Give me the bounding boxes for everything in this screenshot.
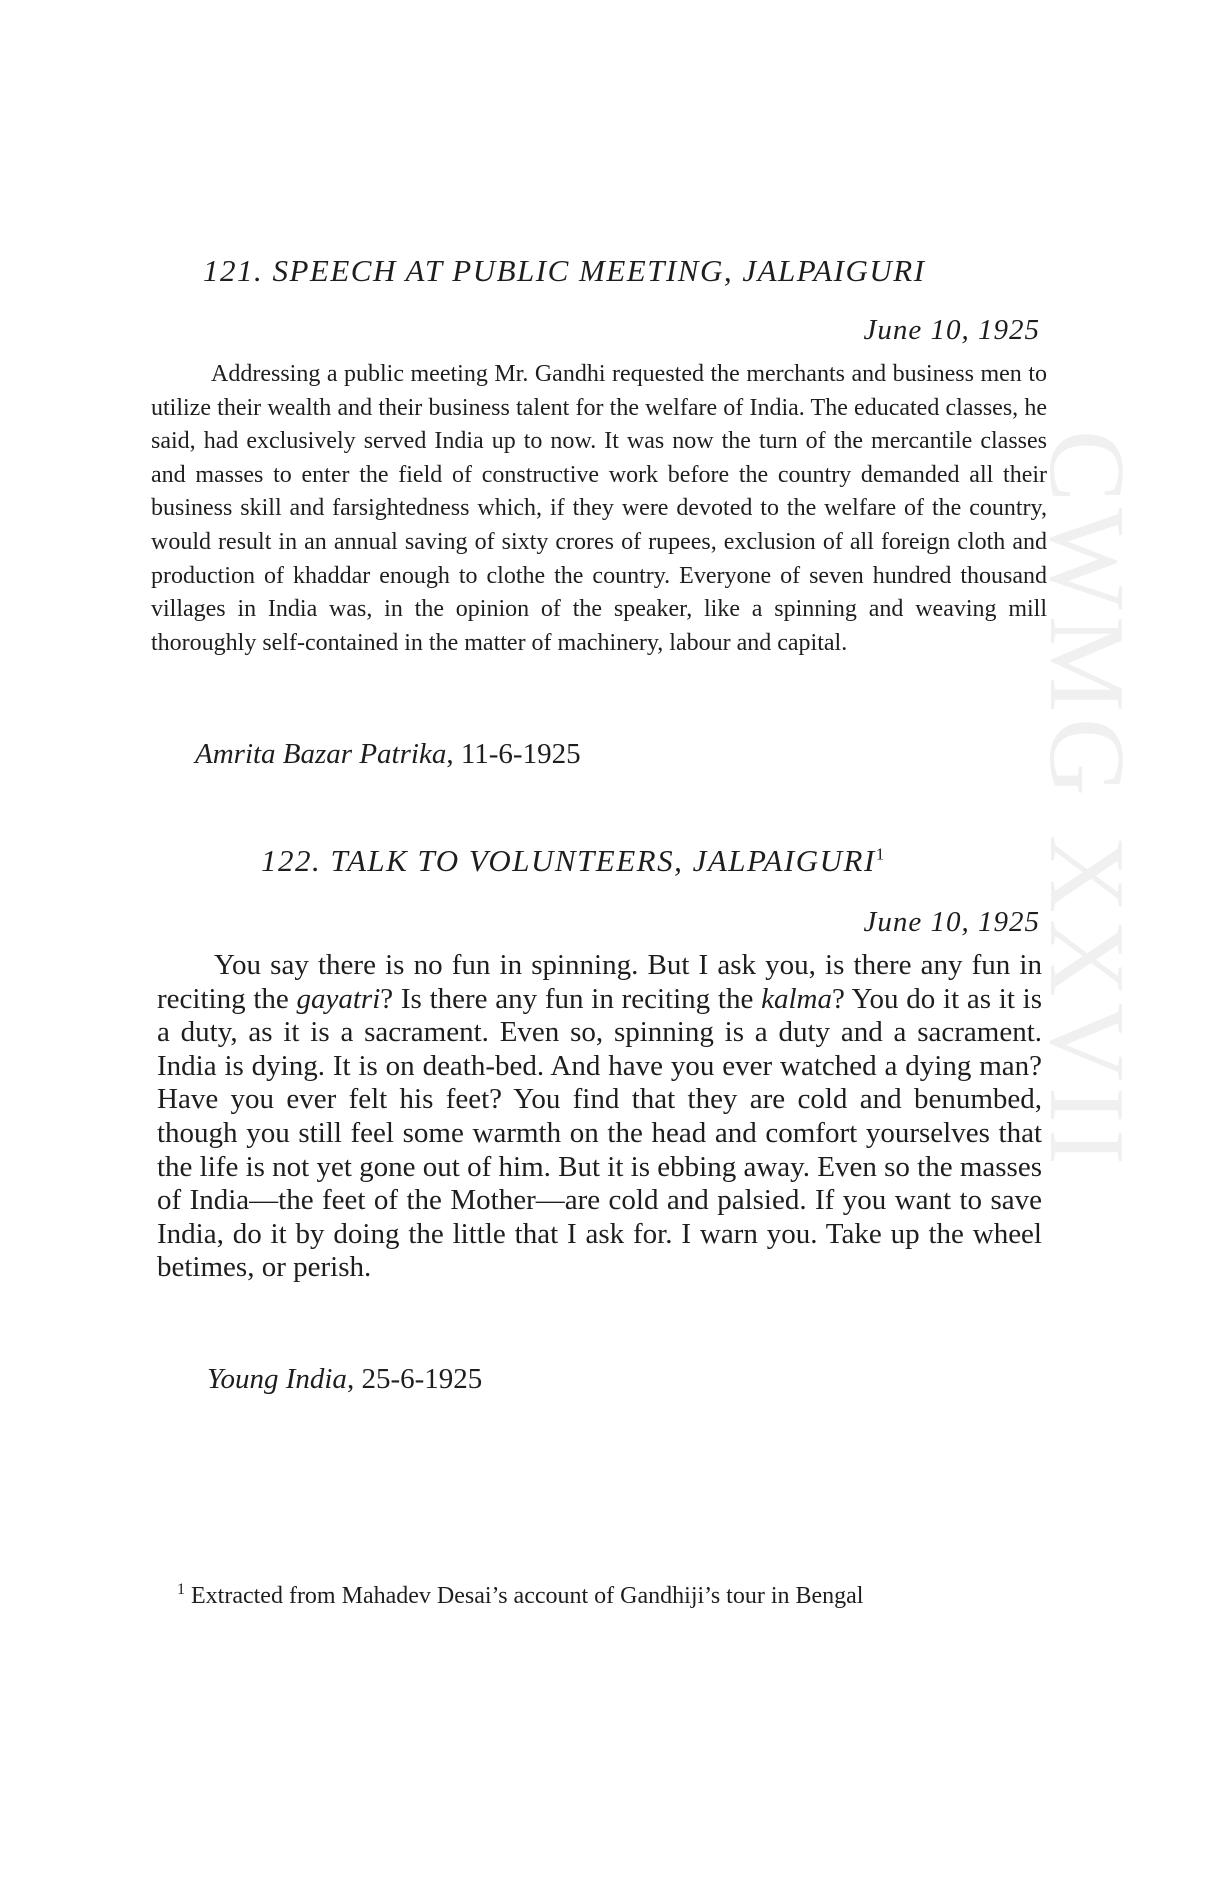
section-body-121 [151, 358, 1047, 660]
section-body-122 [157, 949, 1042, 1285]
section-title-121: 121. SPEECH AT PUBLIC MEETING, JALPAIGURI [203, 253, 926, 288]
body-italic-term: gayatri [296, 982, 381, 1015]
source-citation-121 [195, 738, 581, 771]
footnote-mark: 1 [177, 1581, 185, 1598]
title-text: 122. TALK TO VOLUNTEERS, JALPAIGURI [261, 843, 876, 878]
section-date-121: June 10, 1925 [863, 314, 1040, 346]
section-date-122: June 10, 1925 [863, 906, 1040, 938]
source-date: , 11-6-1925 [446, 738, 581, 770]
watermark: CWMG XXVII [1027, 430, 1146, 1171]
footnote-text: Extracted from Mahadev Desai’s account of Gandhiji’s tour in Bengal [185, 1583, 864, 1609]
body-text: ? You do it as it is a duty, as it is a sacrament. Even so, spinning is a duty and a sacrament. India is dying. It is on death-bed. And have you ever watched a dying man? Have you ever felt his feet? You find that they are cold and benumbed, though you still feel some warmth on the head and comfort yourselves that the life is not yet gone out of him. But it is ebbing away. Even so the masses of India—the feet of the Mother—are cold and palsied. If you want to save India, do it by doing the little that I ask for. I warn you. Take up the wheel betimes, or perish. [157, 982, 1042, 1284]
footnote-ref: 1 [875, 844, 885, 864]
footnote [177, 1581, 863, 1610]
source-title: Amrita Bazar Patrika [195, 738, 447, 770]
source-title: Young India [207, 1363, 347, 1395]
body-text: Addressing a public meeting Mr. Gandhi requested the merchants and business men to utilize their wealth and their business talent for the welfare of India. The educated classes, he said, had exclusively served India up to now. It was now the turn of the mercantile classes and masses to enter the field of constructive work before the country demanded all their business skill and farsightedness which, if they were devoted to the welfare of the country, would result in an annual saving of sixty crores of rupees, exclusion of all foreign cloth and production of khaddar enough to clothe the country. Everyone of seven hundred thousand villages in India was, in the opinion of the speaker, like a spinning and weaving mill thoroughly self-contained in the matter of machinery, labour and capital. [151, 361, 1047, 656]
body-text: You say there is no fun in spinning. But I ask you, is there any fun in reciting the [157, 949, 1042, 1015]
source-citation-122 [207, 1363, 482, 1396]
body-italic-term: kalma [761, 982, 832, 1015]
source-date: , 25-6-1925 [346, 1363, 483, 1395]
body-text: ? Is there any fun in reciting the [380, 982, 762, 1015]
section-title-122 [261, 843, 884, 879]
